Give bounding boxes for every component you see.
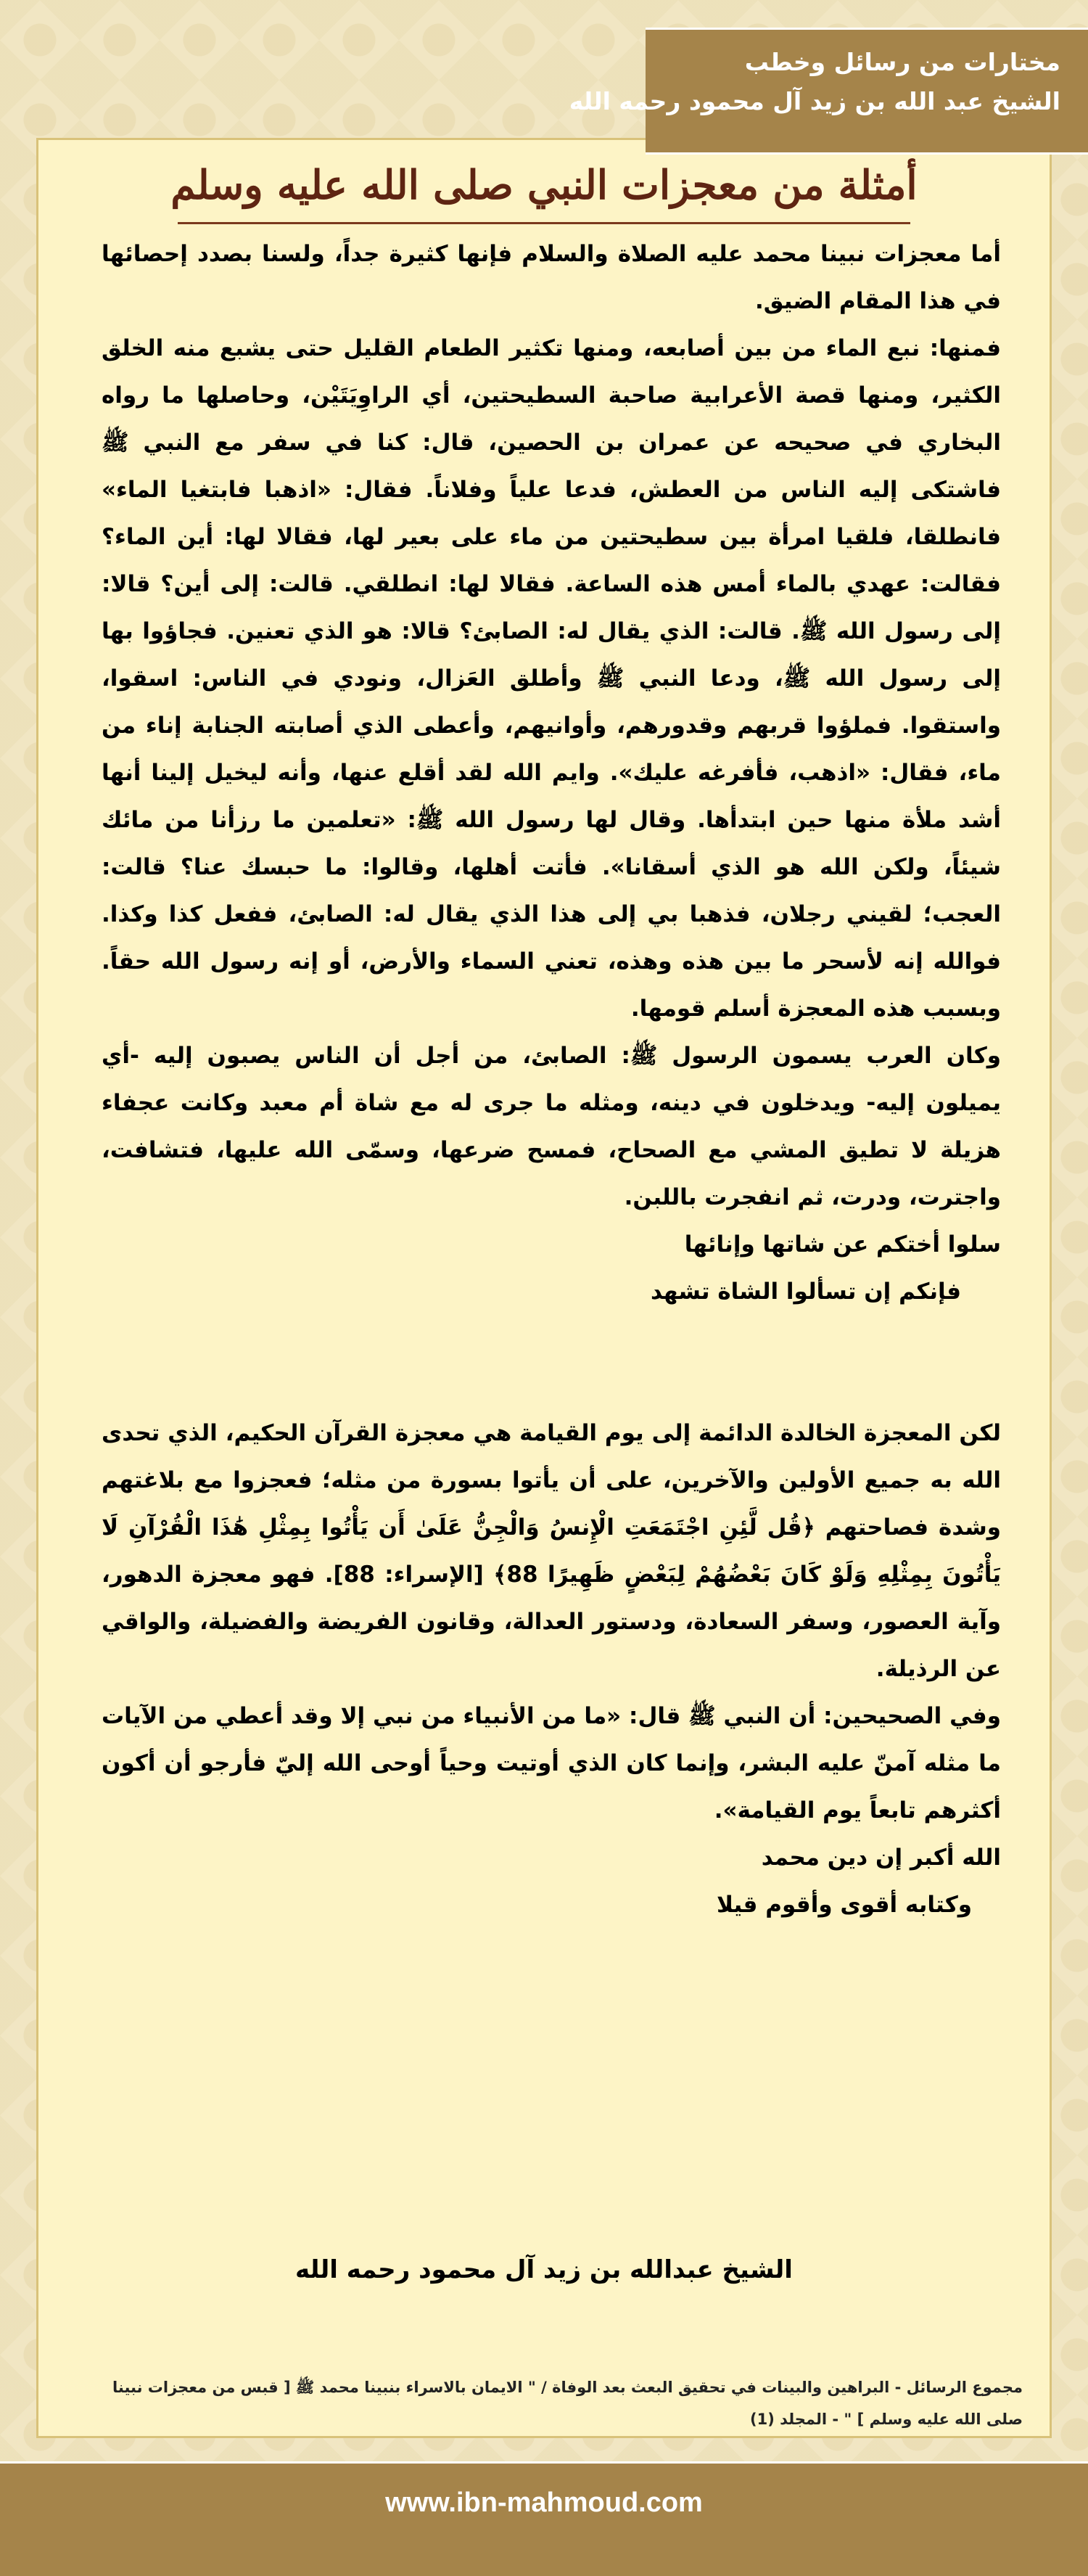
section-gap <box>102 1316 1001 1410</box>
paragraph-miracles: فمنها: نبع الماء من بين أصابعه، ومنها تكثير الطعام القليل حتى يشبع منه الخلق الكثير، ومنها قصة الأعرابية صاحبة السطيحتين، أي الراوِيَتَيْن، وحاصلها ما رواه البخاري في صحيحه عن عمران بن الحصين، قال: كنا في سفر مع النبي ﷺ فاشتكى إليه الناس من العطش، فدعا علياً وفلاناً. فقال: «اذهبا فابتغيا الماء» فانطلقا، فلقيا امرأة بين سطيحتين من ماء على بعير لها، فقالا لها: أين الماء؟ فقالت: عهدي بالماء أمس هذه الساعة. فقالا لها: انطلقي. قالت: إلى أين؟ قالا: إلى رسول الله ﷺ. قالت: الذي يقال له: الصابئ؟ قالا: هو الذي تعنين. فجاؤوا بها إلى رسول الله ﷺ، ودعا النبي ﷺ وأطلق العَزال، ونودي في الناس: اسقوا، واستقوا. فملؤوا قربهم وقدورهم، وأوانيهم، وأعطى الذي أصابته الجنابة إناء من ماء، فقال: «اذهب، فأفرغه عليك». وايم الله لقد أقلع عنها، وأنه ليخيل إلينا أنها أشد ملأة منها حين ابتدأها. وقال لها رسول الله ﷺ: «تعلمين ما رزأنا من مائك شيئاً، ولكن الله هو الذي أسقانا». فأتت أهلها، وقالوا: ما حبسك عنا؟ قالت: العجب؛ لقيني رجلان، فذهبا بي إلى هذا الذي يقال له: الصابئ، ففعل كذا وكذا. فوالله إنه لأسحر ما بين هذه وهذه، تعني السماء والأرض، أو إنه رسول الله حقاً. وبسبب هذه المعجزة أسلم قومها. <box>102 335 1001 1022</box>
header-subtitle: مختارات من رسائل وخطب <box>744 48 1060 76</box>
page-title: أمثلة من معجزات النبي صلى الله عليه وسلم <box>170 161 918 208</box>
title-underline <box>178 222 910 224</box>
article-body <box>102 231 1001 1929</box>
verse2-line2: وكتابه أقوى وأقوم قيلا <box>716 1892 972 1918</box>
verse2-line1: الله أكبر إن دين محمد <box>761 1845 1001 1871</box>
header-banner <box>569 28 1088 155</box>
paragraph-intro: أما معجزات نبينا محمد عليه الصلاة والسلام فإنها كثيرة جداً، ولسنا بصدد إحصائها في هذا المقام الضيق. <box>102 241 1001 314</box>
verse1-line2: فإنكم إن تسألوا الشاة تشهد <box>650 1279 961 1305</box>
header-author: الشيخ عبد الله بن زيد آل محمود رحمه الله <box>569 87 1060 115</box>
paragraph-hadith: وفي الصحيحين: أن النبي ﷺ قال: «ما من الأنبياء من نبي إلا وقد أعطي من الآيات ما مثله آمنّ عليه البشر، وإنما كان الذي أوتيت وحياً أوحى الله إليّ فأرجو أن أكون أكثرهم تابعاً يوم القيامة». <box>102 1703 1001 1824</box>
verse1-line1: سلوا أختكم عن شاتها وإنائها <box>684 1231 1001 1258</box>
paragraph-sabi: وكان العرب يسمون الرسول ﷺ: الصابئ، من أجل أن الناس يصبون إليه -أي يميلون إليه- ويدخلون في دينه، ومثله ما جرى له مع شاة أم معبد وكانت عجفاء هزيلة لا تطيق المشي مع الصحاح، فمسح ضرعها، وسمّى الله عليها، فتشافت، واجترت، ودرت، ثم انفجرت باللبن. <box>102 1043 1001 1210</box>
website-link[interactable]: www.ibn-mahmoud.com <box>385 2487 703 2518</box>
source-footnote: مجموع الرسائل - البراهين والبينات في تحقيق البعث بعد الوفاة / " الايمان بالاسراء بنبينا محمد ﷺ [ قبس من معجزات نبينا صلى الله عليه وسلم ] " - المجلد (1) <box>112 2379 1023 2428</box>
signature: الشيخ عبدالله بن زيد آل محمود رحمه الله <box>295 2255 793 2284</box>
footer-bar <box>0 2461 1088 2576</box>
paragraph-quran: لكن المعجزة الخالدة الدائمة إلى يوم القيامة هي معجزة القرآن الحكيم، الذي تحدى الله به جميع الأولين والآخرين، على أن يأتوا بسورة من مثله؛ فعجزوا مع بلاغتهم وشدة فصاحتهم ﴿قُل لَّئِنِ اجْتَمَعَتِ الْإِنسُ وَالْجِنُّ عَلَىٰ أَن يَأْتُوا بِمِثْلِ هَٰذَا الْقُرْآنِ لَا يَأْتُونَ بِمِثْلِهِ وَلَوْ كَانَ بَعْضُهُمْ لِبَعْضٍ ظَهِيرًا 88﴾ [الإسراء: 88]. فهو معجزة الدهور، وآية العصور، وسفر السعادة، ودستور العدالة، وقانون الفريضة والفضيلة، والواقي عن الرذيلة. <box>102 1420 1001 1682</box>
